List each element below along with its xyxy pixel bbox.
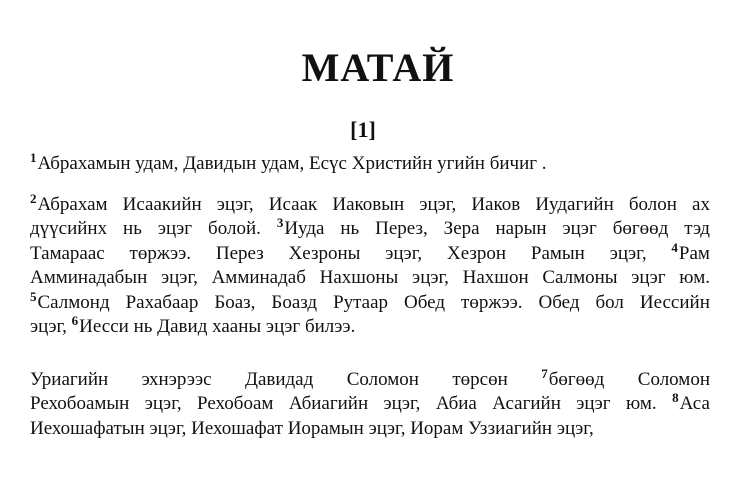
word: эцэг, — [216, 194, 254, 215]
word: эцэг, — [412, 267, 449, 289]
verse-number: 7 — [541, 366, 548, 381]
word: Рехобоам — [197, 393, 274, 415]
verse-paragraph-2 — [30, 193, 710, 339]
word: эцэг — [265, 315, 301, 337]
word: эцэг — [631, 267, 666, 289]
verse-number: 8 — [672, 390, 679, 406]
word: Иехошафатын — [30, 417, 145, 439]
word: Соломон — [637, 369, 710, 390]
word: Обед — [404, 291, 446, 313]
text-line — [30, 312, 710, 339]
word: Боаз, — [214, 291, 256, 313]
word: $^6$Иесси — [71, 312, 129, 337]
word: хааны — [212, 315, 262, 337]
word: угийн — [437, 153, 485, 174]
text-line — [30, 392, 710, 416]
word: Иаков — [471, 194, 521, 215]
word: нь — [133, 315, 153, 337]
word: Абиа — [435, 393, 477, 415]
word: $^7$бөгөөд — [541, 366, 605, 390]
word: Иудагийн — [535, 194, 614, 215]
text-line — [30, 288, 710, 315]
verse-number: 4 — [671, 239, 678, 255]
text-line — [30, 417, 710, 441]
chapter-number: [1] — [350, 117, 376, 142]
text-line — [30, 239, 710, 266]
word: $^8$Аса — [672, 390, 710, 415]
word: Зера — [443, 218, 480, 240]
word: Уззиагийн — [468, 417, 553, 439]
word: эцэг, — [609, 242, 647, 264]
word: Исаак — [268, 194, 318, 215]
word: Соломон — [346, 369, 419, 390]
word: билээ. — [304, 315, 356, 337]
word: $^5$Салмонд — [30, 288, 110, 313]
word: $^3$Иуда — [276, 215, 325, 240]
word: болой. — [208, 218, 261, 240]
word: Нахшоны — [319, 267, 399, 289]
verse-number: 5 — [30, 288, 37, 304]
word: Исаакийн — [122, 194, 202, 215]
word: Рутаар — [333, 291, 389, 313]
text-line — [30, 193, 710, 217]
word: эцэг, — [556, 417, 594, 439]
word: эцэг, — [385, 242, 423, 264]
verse-number: 6 — [71, 312, 79, 328]
word: бичиг — [489, 153, 538, 174]
word: юм. — [679, 267, 710, 289]
word: эцэг — [562, 218, 597, 240]
word: Обед — [538, 291, 580, 313]
word: Уриагийн — [30, 369, 109, 390]
word: Давидад — [244, 369, 314, 390]
word: Салмоны — [542, 267, 618, 289]
word: юм. — [625, 393, 657, 415]
word: Рехобоамын — [30, 393, 130, 415]
word: Иессийн — [639, 291, 710, 313]
verse-paragraph-1 — [30, 152, 710, 176]
word: Есүс — [309, 153, 347, 174]
text-line — [30, 266, 710, 290]
word: төржээ. — [461, 291, 523, 313]
word: Нахшон — [462, 267, 529, 289]
word: эцэг, — [419, 194, 457, 215]
word: Христийн — [351, 153, 433, 174]
word: $^1$Абрахамын — [30, 150, 131, 174]
word: Рахабаар — [125, 291, 199, 313]
word: Рамын — [530, 242, 585, 264]
word: Иехошафат — [191, 417, 283, 439]
word: $^2$Абрахам — [30, 191, 108, 215]
word: Иорамын — [287, 417, 364, 439]
word: Абиагийн — [288, 393, 369, 415]
verse-number: 1 — [30, 150, 37, 165]
word: дүүсийнх — [30, 218, 108, 240]
word: эцэг, — [368, 417, 406, 439]
word: удам, — [135, 153, 179, 174]
word: Тамараас — [30, 242, 105, 264]
word: Амминадабын — [30, 267, 148, 289]
text-line — [30, 217, 710, 241]
word: нарын — [495, 218, 547, 240]
word: эцэг, — [149, 417, 187, 439]
word: бөгөөд — [612, 218, 669, 240]
word: удам, — [261, 153, 305, 174]
word: болон — [628, 194, 677, 215]
word: Амминадаб — [211, 267, 306, 289]
word: эцэг — [576, 393, 611, 415]
word: Иорам — [410, 417, 464, 439]
text-line — [30, 152, 710, 176]
word: Боазд — [271, 291, 318, 313]
text-line — [30, 368, 710, 392]
word: Перез — [215, 242, 264, 264]
word: . — [541, 153, 547, 174]
word: эцэг, — [144, 393, 182, 415]
word: тэд — [684, 218, 710, 240]
word: Перез, — [375, 218, 428, 240]
word: эцэг, — [383, 393, 421, 415]
word: Иаковын — [332, 194, 405, 215]
word: нь — [340, 218, 360, 240]
word: төрсөн — [452, 369, 508, 390]
word: төржээ. — [129, 242, 192, 264]
word: Хезроны — [288, 242, 361, 264]
verse-paragraph-3 — [30, 368, 710, 441]
word: ах — [692, 194, 710, 215]
word: эхнэрээс — [141, 369, 212, 390]
verse-number: 2 — [30, 191, 37, 206]
word: Давид — [157, 315, 208, 337]
word: $^4$Рам — [671, 239, 710, 264]
verse-number: 3 — [276, 215, 284, 231]
word: бол — [595, 291, 624, 313]
word: эцэг, — [30, 315, 67, 337]
book-title: МАТАЙ — [301, 45, 455, 90]
word: Давидын — [183, 153, 257, 174]
word: Асагийн — [492, 393, 561, 415]
word: нь — [123, 218, 142, 240]
word: эцэг — [157, 218, 193, 240]
word: Хезрон — [446, 242, 507, 264]
word: эцэг, — [160, 267, 198, 289]
